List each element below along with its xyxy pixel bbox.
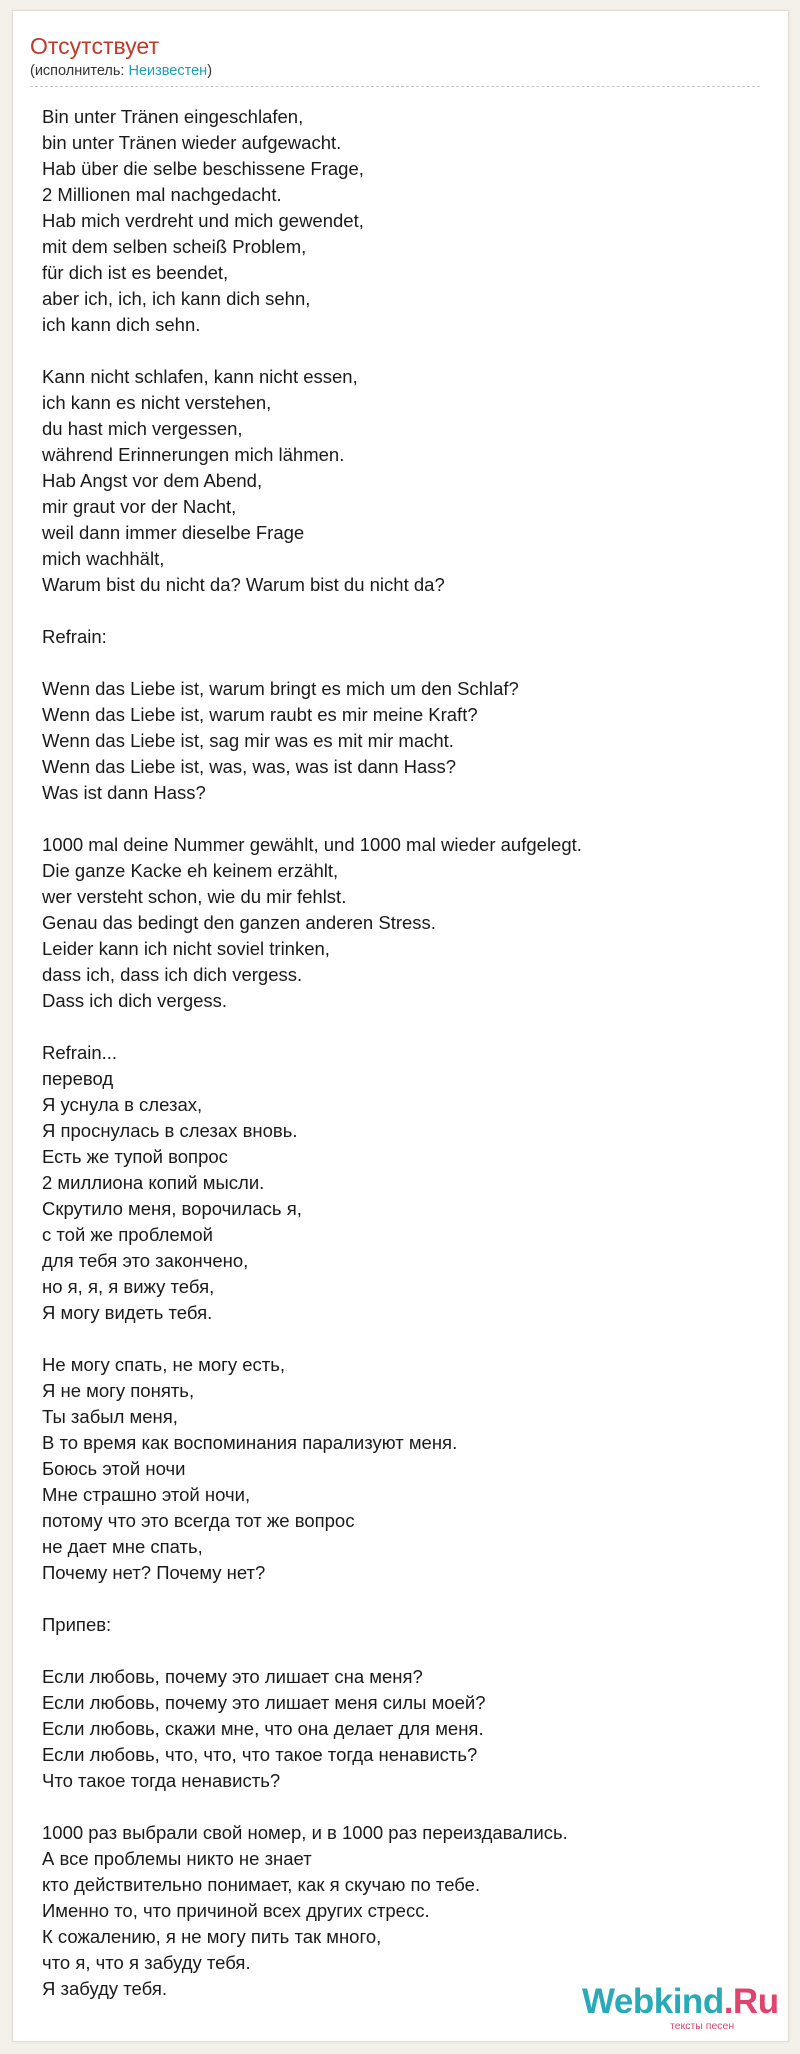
lyric-line: bin unter Tränen wieder aufgewacht. bbox=[42, 132, 342, 153]
lyric-line: du hast mich vergessen, bbox=[42, 418, 243, 439]
lyric-line: А все проблемы никто не знает bbox=[42, 1848, 312, 1869]
lyric-line: Genau das bedingt den ganzen anderen Stress. bbox=[42, 912, 436, 933]
lyric-line: Именно то, что причиной всех других стресс. bbox=[42, 1900, 430, 1921]
lyric-line: Warum bist du nicht da? Warum bist du nicht da? bbox=[42, 574, 445, 595]
lyric-line: Hab Angst vor dem Abend, bbox=[42, 470, 263, 491]
artist-prefix: (исполнитель: bbox=[30, 63, 129, 79]
lyric-line: Kann nicht schlafen, kann nicht essen, bbox=[42, 366, 358, 387]
lyric-line: ich kann dich sehn. bbox=[42, 314, 201, 335]
lyric-line: не дает мне спать, bbox=[42, 1536, 203, 1557]
lyric-line: Если любовь, почему это лишает меня силы моей? bbox=[42, 1692, 486, 1713]
lyric-line: перевод bbox=[42, 1068, 114, 1089]
lyric-line: mir graut vor der Nacht, bbox=[42, 496, 237, 517]
lyric-line: Leider kann ich nicht soviel trinken, bbox=[42, 938, 330, 959]
lyrics-stanza bbox=[42, 104, 762, 338]
lyrics-stanza bbox=[42, 1040, 762, 1326]
lyric-line: während Erinnerungen mich lähmen. bbox=[42, 444, 345, 465]
lyric-line: Я могу видеть тебя. bbox=[42, 1302, 213, 1323]
lyric-line: Was ist dann Hass? bbox=[42, 782, 206, 803]
lyric-line: Если любовь, скажи мне, что она делает для меня. bbox=[42, 1718, 484, 1739]
lyric-line: Если любовь, что, что, что такое тогда ненависть? bbox=[42, 1744, 478, 1765]
lyric-line: dass ich, dass ich dich vergess. bbox=[42, 964, 303, 985]
lyric-line: 1000 mal deine Nummer gewählt, und 1000 mal wieder aufgelegt. bbox=[42, 834, 582, 855]
song-title: Отсутствует bbox=[30, 33, 159, 59]
lyric-line: что я, что я забуду тебя. bbox=[42, 1952, 251, 1973]
lyric-line: Скрутило меня, ворочилась я, bbox=[42, 1198, 302, 1219]
lyric-line: Refrain... bbox=[42, 1042, 118, 1063]
logo-brand: Webkind bbox=[582, 1982, 724, 2021]
lyrics-stanza bbox=[42, 624, 762, 650]
artist-link[interactable]: Неизвестен bbox=[128, 63, 208, 79]
lyric-line: Hab über die selbe beschissene Frage, bbox=[42, 158, 364, 179]
lyric-line: Hab mich verdreht und mich gewendet, bbox=[42, 210, 364, 231]
lyric-line: Припев: bbox=[42, 1614, 112, 1635]
site-logo[interactable] bbox=[582, 1982, 779, 2032]
lyric-line: Я забуду тебя. bbox=[42, 1978, 167, 1999]
lyric-line: Не могу спать, не могу есть, bbox=[42, 1354, 286, 1375]
lyric-line: 2 миллиона копий мысли. bbox=[42, 1172, 265, 1193]
lyrics-stanza bbox=[42, 1820, 762, 2002]
lyric-line: Мне страшно этой ночи, bbox=[42, 1484, 251, 1505]
lyric-line: Что такое тогда ненависть? bbox=[42, 1770, 281, 1791]
lyric-line: Wenn das Liebe ist, warum bringt es mich um den Schlaf? bbox=[42, 678, 519, 699]
lyric-line: aber ich, ich, ich kann dich sehn, bbox=[42, 288, 311, 309]
lyric-line: weil dann immer dieselbe Frage bbox=[42, 522, 305, 543]
lyric-line: Bin unter Tränen eingeschlafen, bbox=[42, 106, 304, 127]
lyric-line: 1000 раз выбрали свой номер, и в 1000 раз переиздавались. bbox=[42, 1822, 568, 1843]
lyric-line: К сожалению, я не могу пить так много, bbox=[42, 1926, 382, 1947]
lyric-line: кто действительно понимает, как я скучаю по тебе. bbox=[42, 1874, 481, 1895]
lyrics-stanza bbox=[42, 676, 762, 806]
lyrics-stanza bbox=[42, 1352, 762, 1586]
lyric-line: Боюсь этой ночи bbox=[42, 1458, 186, 1479]
lyric-line: Я не могу понять, bbox=[42, 1380, 195, 1401]
logo-suffix: .Ru bbox=[723, 1982, 779, 2021]
lyric-line: für dich ist es beendet, bbox=[42, 262, 229, 283]
lyric-line: Wenn das Liebe ist, was, was, was ist dann Hass? bbox=[42, 756, 457, 777]
lyric-line: Если любовь, почему это лишает сна меня? bbox=[42, 1666, 423, 1687]
lyric-line: wer versteht schon, wie du mir fehlst. bbox=[42, 886, 347, 907]
lyric-line: ich kann es nicht verstehen, bbox=[42, 392, 272, 413]
lyric-line: Есть же тупой вопрос bbox=[42, 1146, 228, 1167]
lyric-line: 2 Millionen mal nachgedacht. bbox=[42, 184, 282, 205]
artist-suffix: ) bbox=[207, 63, 213, 79]
lyric-line: mit dem selben scheiß Problem, bbox=[42, 236, 307, 257]
lyric-line: Ты забыл меня, bbox=[42, 1406, 178, 1427]
lyric-line: Die ganze Kacke eh keinem erzählt, bbox=[42, 860, 339, 881]
lyric-line: Refrain: bbox=[42, 626, 107, 647]
artist-line bbox=[30, 62, 760, 87]
lyric-line: с той же проблемой bbox=[42, 1224, 214, 1245]
lyric-line: Wenn das Liebe ist, sag mir was es mit mir macht. bbox=[42, 730, 454, 751]
lyrics-stanza bbox=[42, 1612, 762, 1638]
lyrics-body bbox=[42, 104, 762, 2028]
lyric-line: В то время как воспоминания парализуют меня. bbox=[42, 1432, 458, 1453]
lyrics-stanza bbox=[42, 832, 762, 1014]
lyric-line: для тебя это закончено, bbox=[42, 1250, 249, 1271]
lyric-line: но я, я, я вижу тебя, bbox=[42, 1276, 215, 1297]
logo-tagline: тексты песен bbox=[670, 2020, 735, 2032]
lyric-line: потому что это всегда тот же вопрос bbox=[42, 1510, 355, 1531]
lyric-line: Dass ich dich vergess. bbox=[42, 990, 228, 1011]
logo-wordmark bbox=[582, 1982, 779, 2022]
lyric-line: Почему нет? Почему нет? bbox=[42, 1562, 266, 1583]
lyric-line: mich wachhält, bbox=[42, 548, 165, 569]
lyric-line: Я проснулась в слезах вновь. bbox=[42, 1120, 298, 1141]
lyrics-stanza bbox=[42, 1664, 762, 1794]
lyrics-stanza bbox=[42, 364, 762, 598]
lyric-line: Я уснула в слезах, bbox=[42, 1094, 203, 1115]
lyric-line: Wenn das Liebe ist, warum raubt es mir meine Kraft? bbox=[42, 704, 478, 725]
